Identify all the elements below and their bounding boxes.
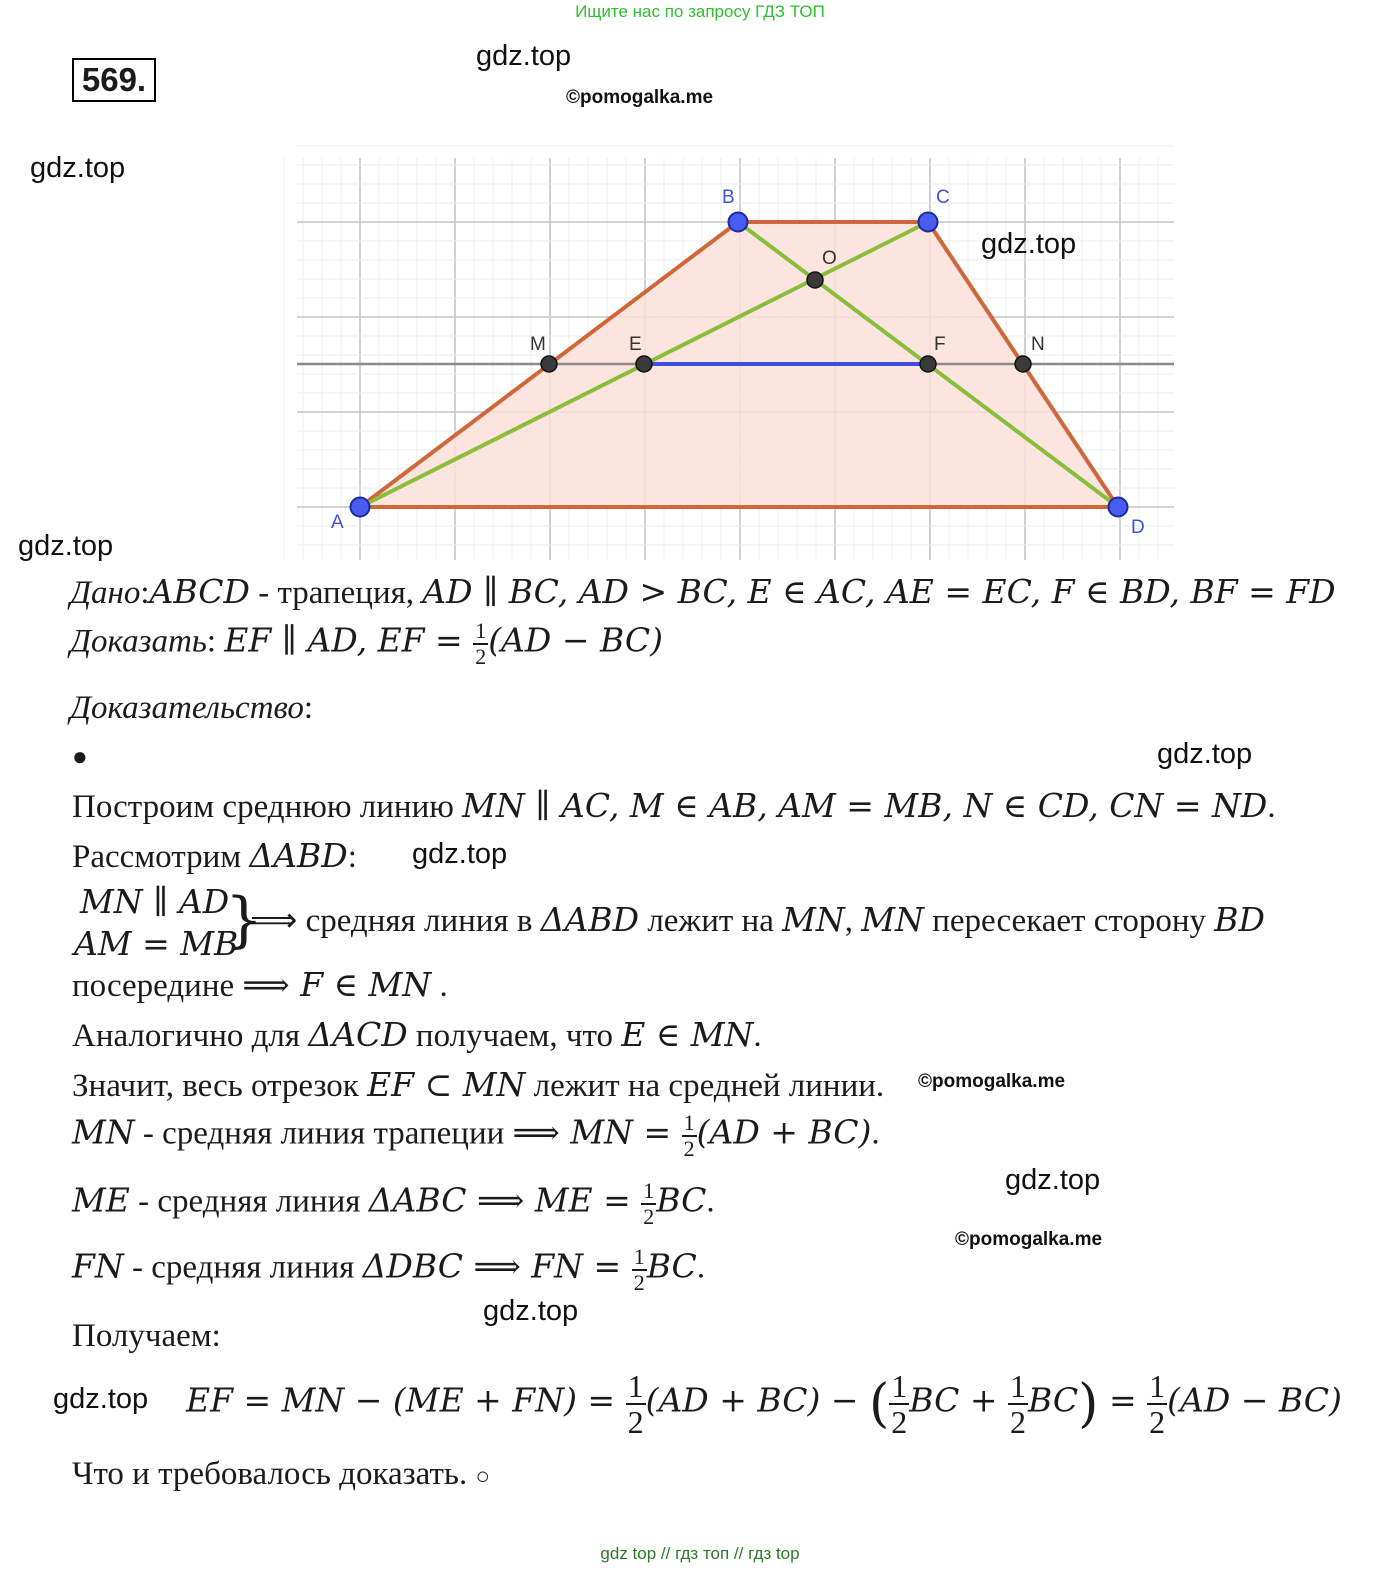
fraction-half: $\frac{1}{2}$ <box>1010 1368 1027 1440</box>
fraction-half: $\frac{1}{2}$ <box>683 1110 695 1161</box>
fraction-half: $\frac{1}{2}$ <box>627 1368 644 1440</box>
prove-colon: : <box>206 623 217 660</box>
proof-line-1 <box>72 786 1276 826</box>
system-eq-1: MN ∥ AD <box>80 882 230 921</box>
trapezoid-figure <box>0 0 1400 570</box>
l5-dot: . <box>753 1018 762 1054</box>
proof-line-5 <box>72 1015 762 1055</box>
paren-right: ) <box>1078 1374 1099 1434</box>
proof-line-6 <box>72 1065 884 1105</box>
point-f <box>920 356 936 372</box>
proof-line-4 <box>72 965 448 1005</box>
vertex-d <box>1109 498 1128 517</box>
label-c: C <box>936 187 950 208</box>
l3-h: BD <box>1214 900 1265 939</box>
l7-d: (AD + BC) <box>696 1112 872 1152</box>
l9-b: - средняя линия <box>123 1249 363 1286</box>
l4-b: ⟹ F ∈ MN <box>242 965 432 1004</box>
label-m: M <box>530 334 546 355</box>
l1-dot: . <box>1267 789 1276 825</box>
eq-f: (AD − BC) <box>1167 1380 1342 1420</box>
label-d: D <box>1131 517 1145 538</box>
l9-e: BC <box>646 1246 697 1286</box>
l8-e: BC <box>656 1180 707 1220</box>
l3-f: MN <box>861 900 924 939</box>
l4-a: посередине <box>72 968 243 1004</box>
eq-b: (AD + BC) − <box>645 1380 869 1420</box>
given-mid: - трапеция, <box>249 575 423 611</box>
proof-line-2 <box>72 836 357 876</box>
point-e <box>636 356 652 372</box>
given-line <box>70 572 1336 612</box>
watermark: gdz.top <box>981 228 1077 260</box>
fraction-half: $\frac{1}{2}$ <box>891 1368 908 1440</box>
final-equation <box>186 1370 1342 1438</box>
l3-d: MN <box>782 900 845 939</box>
watermark: gdz.top <box>412 838 508 870</box>
l7-dot: . <box>871 1115 880 1152</box>
l9-dot: . <box>696 1249 706 1286</box>
l5-b: ΔACD <box>308 1015 408 1054</box>
system-eq-2: AM = MB <box>74 924 239 963</box>
system-brace: } <box>225 885 264 955</box>
vertex-c <box>919 213 938 232</box>
l5-d: E ∈ MN <box>621 1015 754 1054</box>
l1-text: Построим среднюю линию <box>72 789 463 825</box>
vertex-a <box>351 498 370 517</box>
l7-b: - средняя линия трапеции <box>134 1115 513 1152</box>
qed-symbol: ○ <box>475 1464 490 1490</box>
proof-heading <box>70 690 313 727</box>
l9-d: ⟹ FN = <box>462 1246 632 1286</box>
prove-tail: (AD − BC) <box>488 620 663 660</box>
end-text: Что и требовалось доказать. <box>72 1456 476 1492</box>
watermark: gdz.top <box>1005 1164 1101 1196</box>
watermark: gdz.top <box>483 1295 579 1327</box>
label-f: F <box>934 334 946 355</box>
label-n: N <box>1031 334 1045 355</box>
l8-a: ME <box>72 1180 130 1220</box>
fraction-half: $\frac{1}{2}$ <box>475 618 487 669</box>
proof-line-9 <box>72 1246 705 1294</box>
l3-c: лежит на <box>639 903 783 939</box>
l7-a: MN <box>72 1112 135 1152</box>
watermark: gdz.top <box>30 152 126 184</box>
eq-c: BC + <box>909 1380 1009 1420</box>
l5-c: получаем, что <box>407 1018 622 1054</box>
label-a: A <box>331 512 344 533</box>
watermark: gdz.top <box>1157 738 1253 770</box>
watermark: ©pomogalka.me <box>566 87 714 108</box>
watermark: gdz.top <box>18 530 114 562</box>
l3-b: ΔABD <box>540 900 640 939</box>
point-m <box>541 356 557 372</box>
point-o <box>807 272 823 288</box>
paren-left: ( <box>869 1374 890 1434</box>
point-n <box>1015 356 1031 372</box>
fraction-half: $\frac{1}{2}$ <box>1149 1368 1166 1440</box>
prove-line <box>70 620 663 668</box>
l3-a: средняя линия в <box>297 903 541 939</box>
l4-dot: . <box>431 968 448 1004</box>
fraction-half: $\frac{1}{2}$ <box>633 1244 645 1295</box>
label-e: E <box>629 334 642 355</box>
watermark: ©pomogalka.me <box>955 1229 1103 1250</box>
l6-a: Значит, весь отрезок <box>72 1068 368 1104</box>
prove-math: EF ∥ AD, EF = <box>224 620 474 660</box>
watermark: ©pomogalka.me <box>918 1071 1066 1092</box>
proof-line-3 <box>250 900 1265 940</box>
l3-g: пересекает сторону <box>923 903 1215 939</box>
proof-end <box>72 1456 490 1493</box>
footer-links: gdz top // гдз топ // гдз top <box>600 1544 800 1563</box>
watermark: gdz.top <box>53 1383 149 1415</box>
watermark: gdz.top <box>476 40 572 72</box>
given-word: Дано <box>70 575 141 611</box>
proof-line-10: Получаем: <box>72 1318 221 1354</box>
label-o: O <box>822 248 837 269</box>
fraction-half: $\frac{1}{2}$ <box>643 1178 655 1229</box>
task-number: 569. <box>72 58 156 102</box>
l9-c: ΔDBC <box>362 1246 463 1286</box>
proof-line-7 <box>72 1112 880 1160</box>
given-math-1: ABCD <box>149 572 250 611</box>
l8-b: - средняя линия <box>129 1183 369 1220</box>
l6-b: EF ⊂ MN <box>367 1065 526 1104</box>
given-colon: : <box>140 575 150 611</box>
l9-a: FN <box>72 1246 124 1286</box>
bullet: ● <box>72 742 88 771</box>
eq-a: EF = MN − (ME + FN) = <box>186 1380 626 1420</box>
l6-c: лежит на средней линии. <box>525 1068 885 1104</box>
l3-arrow: ⟹ <box>250 903 298 939</box>
l5-a: Аналогично для <box>72 1018 309 1054</box>
l8-d: ⟹ ME = <box>466 1180 642 1220</box>
l2-colon: : <box>347 839 357 875</box>
proof-colon: : <box>303 690 314 726</box>
prove-word: Доказать <box>70 623 207 660</box>
l2-math: ΔABD <box>249 836 348 875</box>
label-b: B <box>722 187 735 208</box>
given-math-2: AD ∥ BC, AD > BC, E ∈ AC, AE = EC, F ∈ BD, BF = FD <box>422 572 1336 611</box>
l2-text: Рассмотрим <box>72 839 250 875</box>
proof-word: Доказательство <box>70 690 304 726</box>
l3-e: , <box>844 903 862 939</box>
l8-c: ΔABC <box>368 1180 467 1220</box>
l8-dot: . <box>706 1183 715 1220</box>
eq-e: = <box>1098 1380 1148 1420</box>
l1-math: MN ∥ AC, M ∈ AB, AM = MB, N ∈ CD, CN = ND <box>462 786 1268 825</box>
eq-d: BC <box>1028 1380 1079 1420</box>
vertex-b <box>729 213 748 232</box>
proof-line-8 <box>72 1180 715 1228</box>
l7-c: ⟹ MN = <box>512 1112 682 1152</box>
top-banner: Ищите нас по запросу ГДЗ ТОП <box>575 2 825 21</box>
